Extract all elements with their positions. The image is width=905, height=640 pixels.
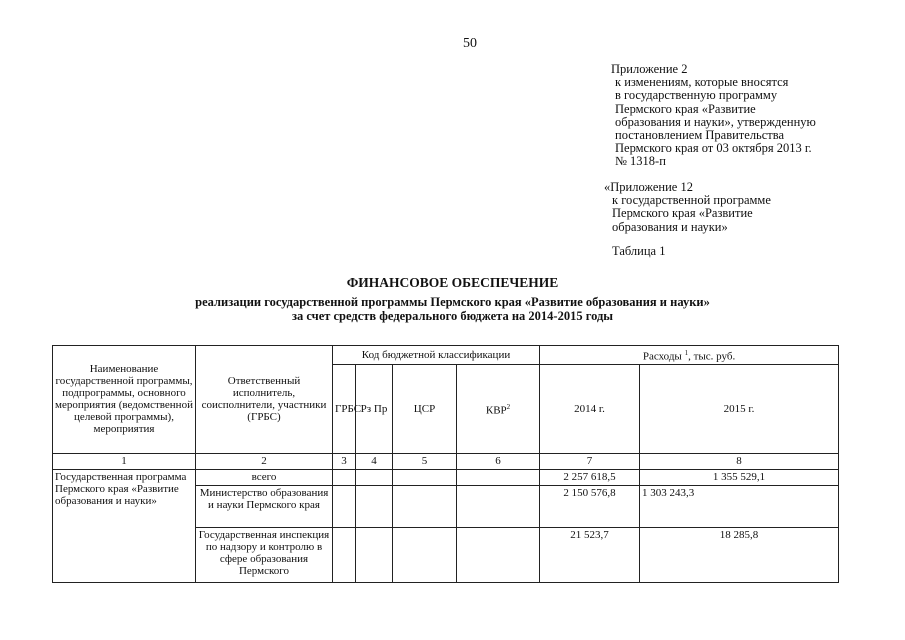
value-2015-cell: 18 285,8 bbox=[640, 527, 839, 582]
grbs-cell bbox=[333, 527, 356, 582]
kvr-cell bbox=[457, 469, 540, 485]
header-2014: 2014 г. bbox=[540, 364, 640, 453]
footnote-2-mark: 2 bbox=[506, 402, 511, 411]
header-kvr-label: КВР bbox=[485, 404, 507, 417]
header-kvr bbox=[457, 364, 540, 453]
header-expenses-label: Расходы bbox=[642, 350, 682, 363]
col-number: 1 bbox=[53, 453, 196, 469]
value-2014-cell: 2 257 618,5 bbox=[540, 469, 640, 485]
executor-cell: Государственная инспекция по надзору и контролю в сфере образования Пермского bbox=[196, 527, 333, 582]
document-title: ФИНАНСОВОЕ ОБЕСПЕЧЕНИЕ bbox=[346, 275, 559, 290]
col-number: 4 bbox=[356, 453, 393, 469]
financing-table bbox=[52, 345, 839, 583]
header-grbs: ГРБС bbox=[333, 364, 356, 453]
header-2015: 2015 г. bbox=[640, 364, 839, 453]
appendix-12-line: Пермского края «Развитие bbox=[612, 206, 753, 221]
csr-cell bbox=[393, 469, 457, 485]
value-2014-cell: 21 523,7 bbox=[540, 527, 640, 582]
table-label: Таблица 1 bbox=[612, 244, 666, 258]
col-number: 6 bbox=[457, 453, 540, 469]
value-2014-cell: 2 150 576,8 bbox=[540, 485, 640, 527]
appendix-12-line: к государственной программе bbox=[612, 193, 771, 208]
csr-cell bbox=[393, 527, 457, 582]
col-number: 8 bbox=[640, 453, 839, 469]
appendix-2-block bbox=[611, 63, 881, 169]
value-2015-cell: 1 355 529,1 bbox=[640, 469, 839, 485]
appendix-2-line: № 1318-п bbox=[615, 154, 666, 169]
executor-cell: всего bbox=[196, 469, 333, 485]
appendix-12-block bbox=[604, 181, 874, 234]
document-subtitle-2: за счет средств федерального бюджета на 2014-2015 годы bbox=[291, 309, 614, 323]
header-expenses-unit: , тыс. руб. bbox=[688, 350, 736, 363]
page-number: 50 bbox=[463, 36, 477, 51]
rzpr-cell bbox=[356, 527, 393, 582]
document-subtitle: реализации государственной программы Пермского края «Развитие образования и науки» bbox=[195, 295, 710, 309]
col-number: 2 bbox=[196, 453, 333, 469]
value-2015-cell: 1 303 243,3 bbox=[640, 485, 839, 527]
appendix-12-line: «Приложение 12 bbox=[604, 180, 693, 194]
header-rzpr: Рз Пр bbox=[356, 364, 393, 453]
header-responsible: Ответственный исполнитель, соисполнители, участники (ГРБС) bbox=[196, 346, 333, 454]
appendix-2-line: Пермского края от 03 октября 2013 г. bbox=[615, 141, 812, 156]
csr-cell bbox=[393, 485, 457, 527]
rzpr-cell bbox=[356, 485, 393, 527]
appendix-2-line: к изменениям, которые вносятся bbox=[615, 75, 789, 90]
header-expenses bbox=[540, 346, 839, 365]
appendix-2-line: Пермского края «Развитие bbox=[615, 101, 756, 116]
grbs-cell bbox=[333, 469, 356, 485]
appendix-2-line: постановлением Правительства bbox=[615, 128, 785, 143]
kvr-cell bbox=[457, 527, 540, 582]
col-number: 5 bbox=[393, 453, 457, 469]
executor-cell: Министерство образования и науки Пермского края bbox=[196, 485, 333, 527]
footnote-1-mark: 1 bbox=[684, 349, 689, 357]
col-number: 3 bbox=[333, 453, 356, 469]
col-number: 7 bbox=[540, 453, 640, 469]
appendix-2-line: образования и науки», утвержденную bbox=[615, 114, 816, 129]
program-name: Государственная программа Пермского края «Развитие образования и науки» bbox=[53, 469, 196, 582]
kvr-cell bbox=[457, 485, 540, 527]
appendix-2-line: Приложение 2 bbox=[611, 62, 688, 76]
appendix-12-line: образования и науки» bbox=[612, 219, 728, 234]
header-budget-code: Код бюджетной классификации bbox=[333, 346, 540, 365]
rzpr-cell bbox=[356, 469, 393, 485]
appendix-2-line: в государственную программу bbox=[615, 88, 778, 103]
header-csr: ЦСР bbox=[393, 364, 457, 453]
grbs-cell bbox=[333, 485, 356, 527]
header-name: Наименование государственной программы, подпрограммы, основного мероприятия (ведомственной целевой программы), мероприятия bbox=[53, 346, 196, 454]
table-row bbox=[53, 469, 839, 485]
